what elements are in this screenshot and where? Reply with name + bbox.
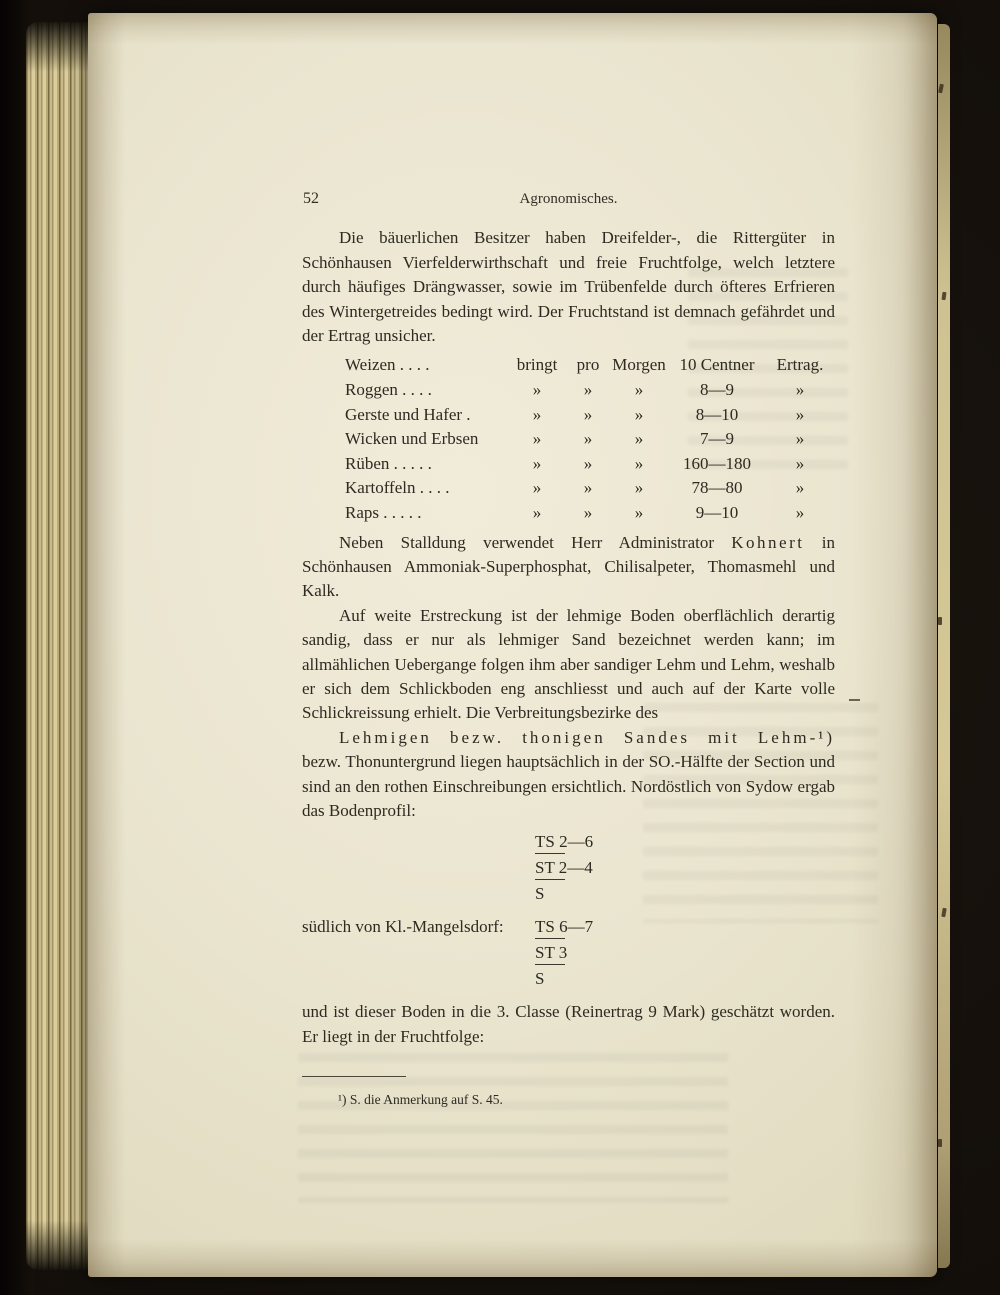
- yield-value: 160—180: [683, 453, 751, 473]
- col-pro: pro: [576, 355, 600, 375]
- yield-value: 78—80: [691, 478, 743, 498]
- page-number: 52: [303, 190, 319, 207]
- profile-layer: S: [535, 884, 545, 904]
- classification-paragraph: und ist dieser Boden in die 3. Classe (Reinertrag 9 Mark) geschätzt worden. Er liegt in der Fruchtfolge:: [302, 1002, 835, 1046]
- col-pro: »: [583, 478, 593, 498]
- next-page-edge: [938, 24, 950, 1268]
- book-page: [88, 13, 937, 1277]
- yield-row: [302, 452, 835, 477]
- administrator-name: Kohnert: [731, 532, 805, 552]
- col-bringt: »: [532, 429, 542, 449]
- page-edge-mark: [938, 1139, 942, 1147]
- col-pro: »: [583, 380, 593, 400]
- yield-unit: »: [795, 503, 805, 522]
- yield-value: 7—9: [700, 429, 734, 449]
- col-bringt: bringt: [516, 355, 558, 375]
- yield-row: [302, 378, 835, 403]
- col-bringt: »: [532, 453, 542, 473]
- yield-unit: »: [795, 404, 805, 424]
- profile-label: südlich von Kl.-Mangelsdorf:: [302, 917, 504, 937]
- footnote-separator: [302, 1076, 406, 1077]
- page-content: [302, 187, 835, 1109]
- col-bringt: »: [532, 478, 542, 498]
- crop-name: Rüben . . . . .: [345, 453, 432, 473]
- fertilizer-text-before: Neben Stalldung verwendet Herr Administrator: [339, 532, 732, 552]
- soil-description-paragraph: Auf weite Erstreckung ist der lehmige Boden oberflächlich derartig sandig, dass er nur als lehmiger Sand bezeichnet werden kann; im allmählichen Uebergange folgen ihm aber sandiger Lehm und Lehm, weshalb er sich dem Schlickboden eng anschliesst und auch auf der Karte volle Schlickreissung erhielt. Die Verbreitungsbezirke des: [302, 605, 835, 723]
- profile-layer: ST 2—4: [535, 858, 593, 878]
- col-morgen: »: [634, 478, 644, 498]
- yield-row: [302, 501, 835, 526]
- yield-unit: »: [795, 478, 805, 498]
- page-stack-edges: [26, 22, 90, 1270]
- margin-dash-mark: [849, 699, 860, 701]
- profile-layer: ST 3: [535, 943, 568, 963]
- crop-name: Raps . . . . .: [345, 503, 422, 522]
- crop-name: Weizen . . . .: [345, 355, 430, 375]
- yield-unit: Ertrag.: [776, 355, 824, 375]
- col-morgen: Morgen: [612, 355, 666, 375]
- yield-unit: »: [795, 453, 805, 473]
- soil-profile-mangelsdorf: [302, 915, 835, 990]
- yield-row: [302, 353, 835, 378]
- fertilizer-text-after: in Schönhausen Ammoniak-Superphosphat, Chilisalpeter, Thomasmehl und Kalk.: [302, 532, 835, 601]
- col-morgen: »: [634, 380, 644, 400]
- col-pro: »: [583, 453, 593, 473]
- col-bringt: »: [532, 503, 542, 522]
- footnote-text: ¹) S. die Anmerkung auf S. 45.: [338, 1092, 503, 1108]
- lehm-emphasized-text: Lehmigen bezw. thonigen Sandes mit Lehm-¹): [339, 727, 835, 747]
- yield-value: 10 Centner: [679, 355, 755, 375]
- soil-profile-stack: [535, 915, 593, 990]
- lehm-paragraph: [302, 726, 835, 824]
- yield-unit: »: [795, 380, 805, 400]
- profile-layer: TS 6—7: [535, 917, 594, 937]
- col-pro: »: [583, 404, 593, 424]
- yield-row: [302, 403, 835, 428]
- col-pro: »: [583, 429, 593, 449]
- crop-name: Kartoffeln . . . .: [345, 478, 450, 498]
- crop-name: Roggen . . . .: [345, 380, 432, 400]
- profile-layer: S: [535, 969, 545, 989]
- yield-row: [302, 427, 835, 452]
- col-morgen: »: [634, 453, 644, 473]
- page-head: [302, 187, 835, 211]
- crop-name: Gerste und Hafer .: [345, 404, 471, 424]
- yield-row: [302, 476, 835, 501]
- page-edge-mark: [938, 617, 942, 625]
- yield-value: 8—9: [700, 380, 734, 400]
- crop-yield-table: [302, 353, 835, 525]
- yield-value: 9—10: [695, 503, 739, 522]
- yield-unit: »: [795, 429, 805, 449]
- col-bringt: »: [532, 380, 542, 400]
- yield-value: 8—10: [695, 404, 739, 424]
- col-morgen: »: [634, 503, 644, 522]
- running-header: Agronomisches.: [519, 191, 618, 207]
- soil-profile-sydow: [535, 830, 835, 905]
- col-morgen: »: [634, 429, 644, 449]
- col-pro: »: [583, 503, 593, 522]
- profile-layer: TS 2—6: [535, 832, 594, 852]
- col-morgen: »: [634, 404, 644, 424]
- intro-paragraph: Die bäuerlichen Besitzer haben Dreifelder-, die Rittergüter in Schönhausen Vierfelderwirthschaft und freie Fruchtfolge, welch letztere durch häufiges Drängwasser, sowie im Trübenfelde durch öfteres Erfrieren des Wintergetreides bedingt wird. Der Fruchtstand ist demnach gefährdet und der Ertrag unsicher.: [302, 228, 835, 346]
- col-bringt: »: [532, 404, 542, 424]
- lehm-text-rest: bezw. Thonuntergrund liegen hauptsächlich in der SO.-Hälfte der Section und sind an den rothen Einschreibungen ersichtlich. Nordöstlich von Sydow ergab das Bodenprofil:: [302, 752, 835, 821]
- crop-name: Wicken und Erbsen: [345, 429, 479, 449]
- fertilizer-paragraph: [302, 531, 835, 604]
